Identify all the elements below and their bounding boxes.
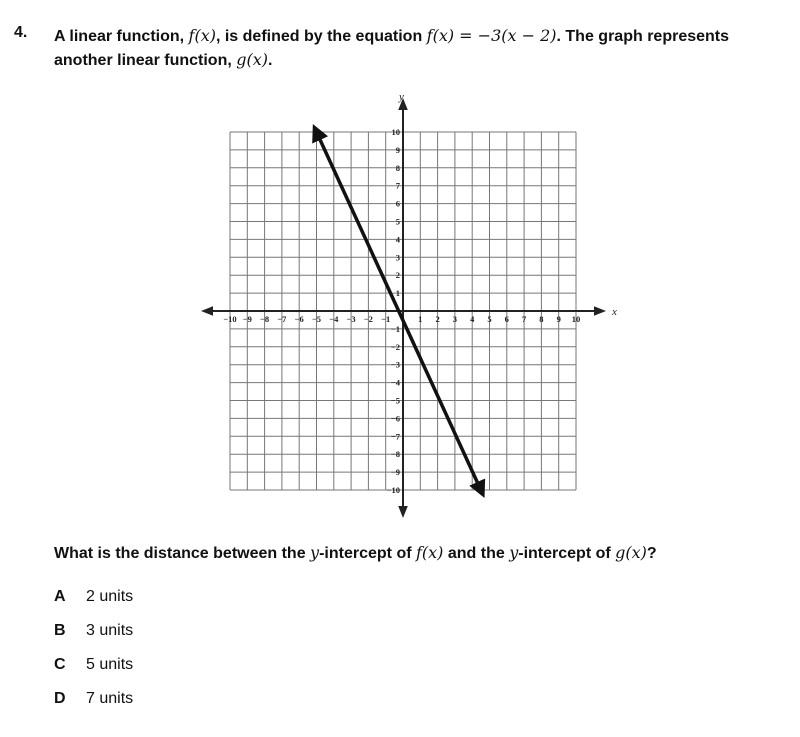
y-tick-label: −10 [386,485,400,495]
y-tick-label: 2 [395,270,400,281]
y-axis-label: y [399,91,404,103]
x-tick-label: 10 [571,314,581,324]
y-tick-label: −2 [390,341,400,352]
y-tick-label: −9 [390,467,400,478]
x-tick-label: 7 [521,314,527,324]
f-of-x: f(x) [188,26,216,45]
y-tick-label: −7 [390,431,400,442]
choice-letter: B [54,622,66,639]
choice-c[interactable] [54,656,133,674]
x-tick-label: 9 [556,314,561,324]
x-tick-label: −3 [346,314,356,324]
y-tick-label: −8 [390,449,400,460]
prompt-text-3: and the [443,545,510,562]
choice-text: 7 units [86,690,134,707]
prompt-text-4: -intercept of [518,545,616,562]
stem-text-1: A linear function, [54,28,189,45]
question-prompt [54,543,657,563]
prompt-text-1: What is the distance between the [54,545,311,562]
prompt-f-of-x: f(x) [415,543,444,562]
choice-letter: A [54,588,66,605]
y-tick-label: 5 [395,216,400,227]
y-tick-label: 4 [395,234,400,245]
prompt-y-var: y [310,543,320,562]
choice-letter: D [54,690,66,707]
prompt-text-5: ? [646,545,657,562]
x-tick-label: −9 [242,314,252,324]
x-tick-label: 2 [435,314,440,324]
x-tick-label: −1 [381,314,391,324]
y-tick-label: 7 [395,180,400,191]
x-tick-label: 5 [487,314,492,324]
x-tick-label: −8 [260,314,270,324]
prompt-g-of-x: g(x) [615,543,647,562]
x-tick-label: −10 [223,314,237,324]
axes [207,91,617,512]
choice-text: 5 units [86,656,134,673]
x-tick-label: 1 [418,314,423,324]
choice-d[interactable] [54,690,133,708]
x-tick-label: −2 [363,314,373,324]
x-tick-label: −4 [329,314,339,324]
prompt-y-var-2: y [509,543,519,562]
y-tick-label: 8 [395,162,400,173]
y-tick-label: 1 [395,288,400,299]
y-tick-label: 10 [391,127,400,137]
y-tick-label: −1 [390,323,400,334]
stem-text-3: . The graph represents another linear function, [54,28,730,69]
y-tick-label: 3 [395,252,400,263]
choice-letter: C [54,656,66,673]
choice-text: 3 units [86,622,134,639]
x-axis-label: x [612,306,617,318]
x-tick-label: 4 [470,314,475,324]
y-tick-label: 6 [395,198,400,209]
x-tick-label: −5 [311,314,322,324]
choice-text: 2 units [86,588,134,605]
y-tick-label: −4 [390,377,400,388]
stem-text-4: . [267,52,273,69]
x-tick-label: 6 [504,314,509,324]
equation: f(x) = −3(x − 2) [426,26,557,45]
y-tick-label: −3 [390,359,400,370]
y-tick-label: −6 [390,413,400,424]
y-tick-label: −5 [390,395,400,406]
y-tick-label: 9 [395,144,400,155]
stem-text-2: , is defined by the equation [215,28,427,45]
question-number: 4. [14,24,28,41]
prompt-text-2: -intercept of [319,545,416,562]
x-tick-label: −6 [294,314,304,324]
x-tick-label: 8 [539,314,544,324]
x-tick-label: 3 [452,314,458,324]
x-tick-label: −7 [277,314,287,324]
choice-a[interactable] [54,588,133,606]
choice-b[interactable] [54,622,133,640]
g-of-x: g(x) [236,50,268,69]
